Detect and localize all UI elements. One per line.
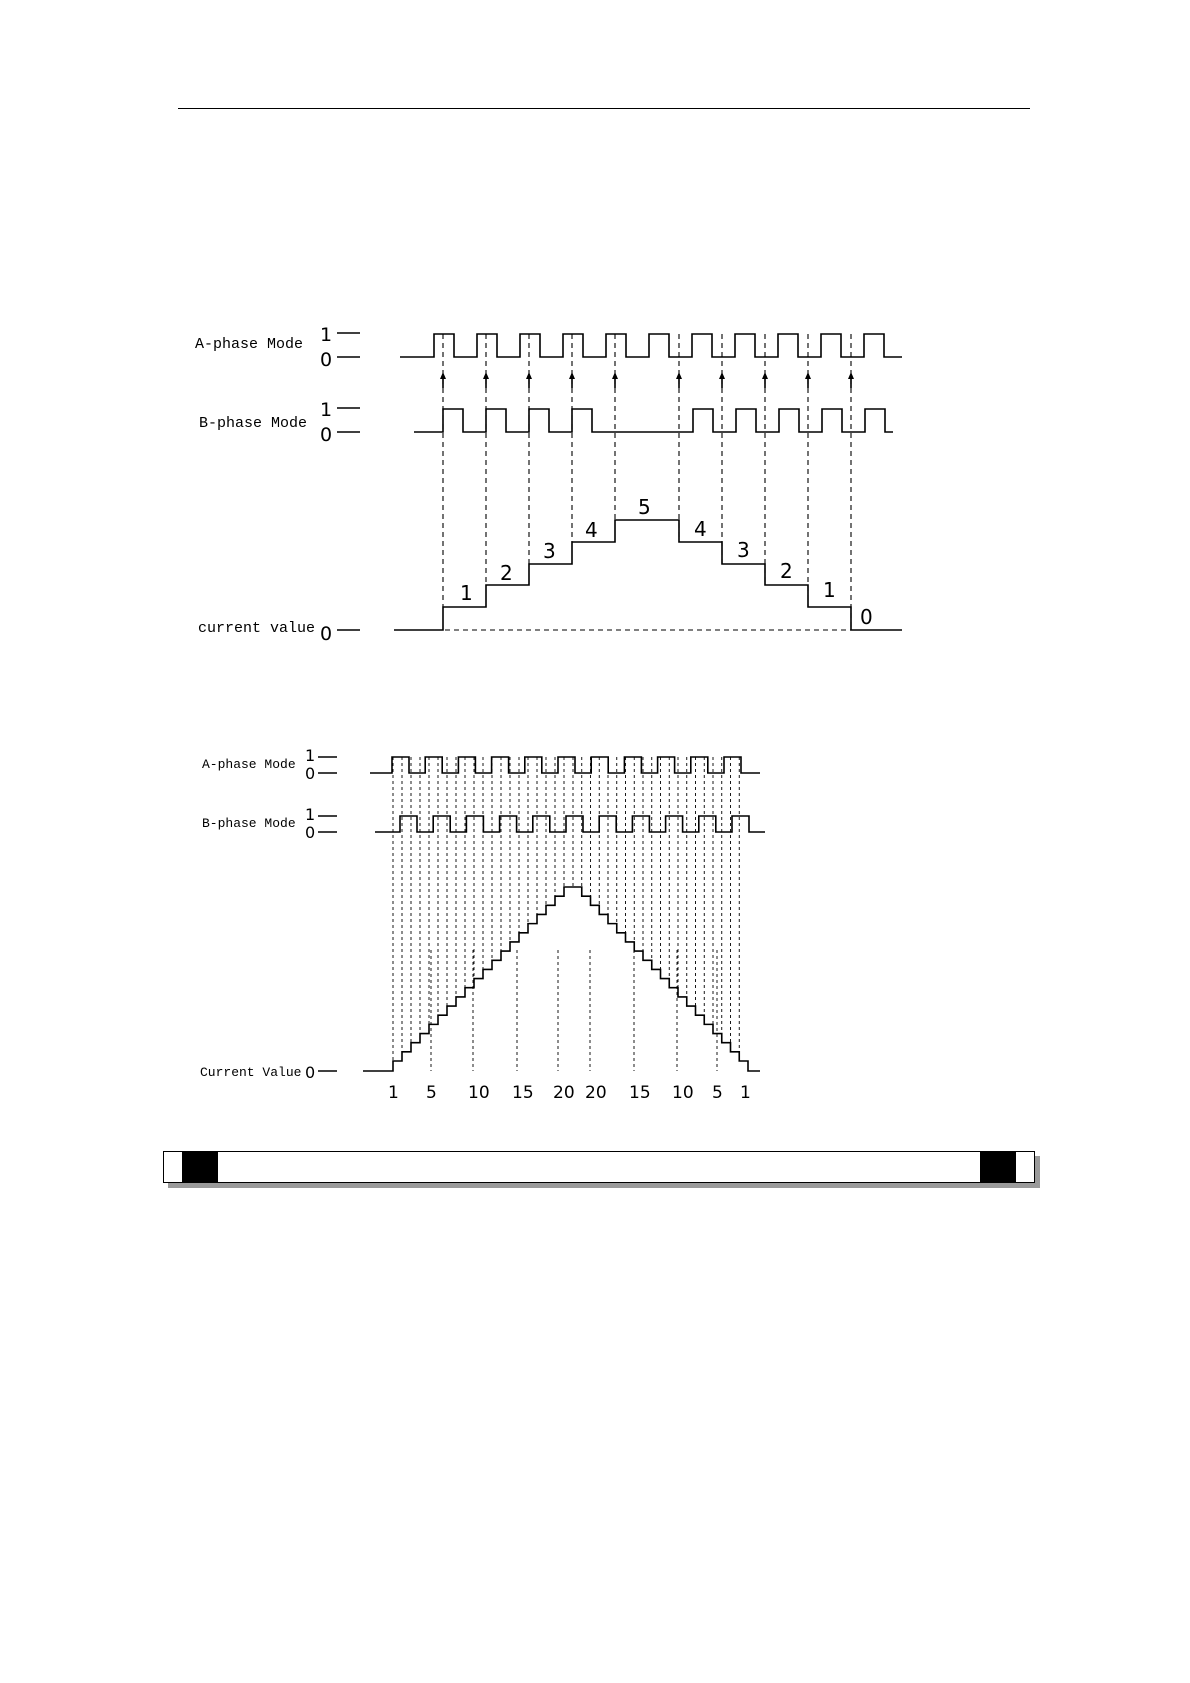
- count-tick-1: 5: [426, 1083, 437, 1103]
- b-level-1: 1: [320, 399, 333, 421]
- count-tick-9: 1: [740, 1083, 751, 1103]
- count-tick-8: 5: [712, 1083, 723, 1103]
- count-tick-6: 15: [629, 1083, 651, 1103]
- step-value-4: 5: [638, 495, 651, 519]
- step-value-0: 1: [460, 581, 473, 605]
- footer-right-block: [980, 1152, 1016, 1182]
- footer-left-block: [182, 1152, 218, 1182]
- count-tick-2: 10: [468, 1083, 490, 1103]
- step-value-1: 2: [500, 561, 513, 585]
- a-level-0: 0: [320, 349, 333, 371]
- step-value-6: 3: [737, 538, 750, 562]
- count-tick-7: 10: [672, 1083, 694, 1103]
- b-level-0: 0: [305, 823, 316, 842]
- count-tick-4: 20: [553, 1083, 575, 1103]
- count-tick-5: 20: [585, 1083, 607, 1103]
- step-value-7: 2: [780, 559, 793, 583]
- step-value-5: 4: [694, 517, 707, 541]
- step-value-2: 3: [543, 539, 556, 563]
- a-level-0: 0: [305, 764, 316, 783]
- b-phase-waveform: [375, 816, 765, 832]
- current-level-0: 0: [320, 623, 333, 645]
- b-level-1: 1: [305, 805, 316, 824]
- b-level-0: 0: [320, 424, 333, 446]
- current-value-label: Current Value: [200, 1065, 302, 1080]
- a-level-1: 1: [305, 746, 316, 765]
- b-phase-label: B-phase Mode: [199, 415, 308, 432]
- count-tick-3: 15: [512, 1083, 534, 1103]
- b-phase-label: B-phase Mode: [202, 816, 296, 831]
- a-phase-waveform: [370, 757, 760, 773]
- current-level-0: 0: [305, 1063, 316, 1082]
- footer-bar: [163, 1151, 1035, 1183]
- current-value-label: current value: [198, 620, 316, 637]
- a-level-1: 1: [320, 324, 333, 346]
- step-value-9: 0: [860, 605, 873, 629]
- step-value-8: 1: [823, 578, 836, 602]
- a-phase-label: A-phase Mode: [202, 757, 296, 772]
- step-value-3: 4: [585, 518, 598, 542]
- current-value-staircase: [363, 887, 760, 1071]
- a-phase-label: A-phase Mode: [195, 336, 304, 353]
- count-tick-0: 1: [388, 1083, 399, 1103]
